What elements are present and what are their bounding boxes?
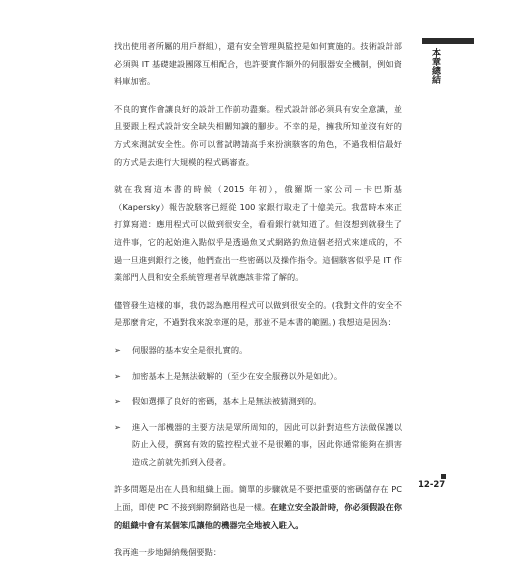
arrow-bullet-icon: ➢ [114, 344, 121, 355]
bullet-text: 伺服器的基本安全是很扎實的。 [132, 344, 248, 355]
paragraph-6: 我再進一步地歸納幾個要點： [114, 547, 222, 558]
bullet-item [114, 419, 402, 472]
page-number: 12-27 [418, 480, 446, 490]
bullet-text: 進入一部機器的主要方法是眾所周知的，因此可以針對這些方法做保護以防止入侵，撰寫有效的監控程式並不是很難的事，因此你通常能夠在損害造成之前就先抓到入侵者。 [132, 421, 402, 467]
page-number-marker [441, 474, 446, 479]
arrow-bullet-icon: ➢ [114, 396, 121, 407]
paragraph-5 [114, 481, 402, 534]
main-text-column [114, 38, 402, 572]
bullet-text: 假如選擇了良好的密碼，基本上是無法被猜測到的。 [132, 396, 322, 407]
bullet-text: 加密基本上是無法破解的（至少在安全服務以外是如此）。 [132, 370, 343, 381]
bullet-item [114, 368, 402, 386]
chapter-label: 本章總結 [430, 48, 440, 84]
paragraph-3: 就在我寫這本書的時候（2015 年初），俄羅斯一家公司－卡巴斯基（Kapersky）報告說駭客已經從 100 家銀行取走了十億美元。我當時本來正打算寫道：應用程式可以做到很安全，看看銀行就知道了。但沒想到就發生了這件事，它的起始進入點似乎是透過魚叉式網路釣魚這個老招式來達成的，不過一旦進到銀行之後，他們查出一些密碼以及操作指令。這個駭客似乎是 IT 作業部門人員和安全系統管理者早就應該非常了解的。 [114, 184, 402, 283]
chapter-tab-bar [422, 38, 474, 44]
bullet-item [114, 342, 402, 360]
bullet-list [114, 342, 402, 472]
arrow-bullet-icon: ➢ [114, 421, 121, 432]
paragraph-5-text: 許多問題是出在人員和組織上面。簡單的步驟就是不要把重要的密碼儲存在 PC 上面，即使 PC 不接到網際網路也是一樣。 [114, 484, 402, 513]
paragraph-1: 找出使用者所屬的用戶群組），還有安全管理與監控是如何實施的。技術設計部必須與 IT 基礎建設團隊互相配合，也許要實作額外的伺服器安全機制，例如資料庫加密。 [114, 41, 402, 87]
paragraph-4: 儘管發生這樣的事，我仍認為應用程式可以做到很安全的。(我對文件的安全不是那麼肯定，不過對我來說幸運的是，那並不是本書的範圍。) 我想這是因為： [114, 299, 402, 328]
paragraph-5-emphasis: 在建立安全設計時，你必須假設在你的組織中會有某個笨瓜讓他的機器完全地被入駐入。 [114, 502, 402, 530]
arrow-bullet-icon: ➢ [114, 370, 121, 381]
paragraph-2: 不良的實作會讓良好的設計工作前功盡棄。程式設計部必須具有安全意識，並且要跟上程式設計安全缺失相關知識的腳步。不幸的是，擁我所知並沒有好的方式來測試安全性。你可以嘗試聘請高手來扮演駭客的角色，不過我相信最好的方式是去進行大規模的程式碼審查。 [114, 103, 402, 167]
bullet-item [114, 393, 402, 411]
